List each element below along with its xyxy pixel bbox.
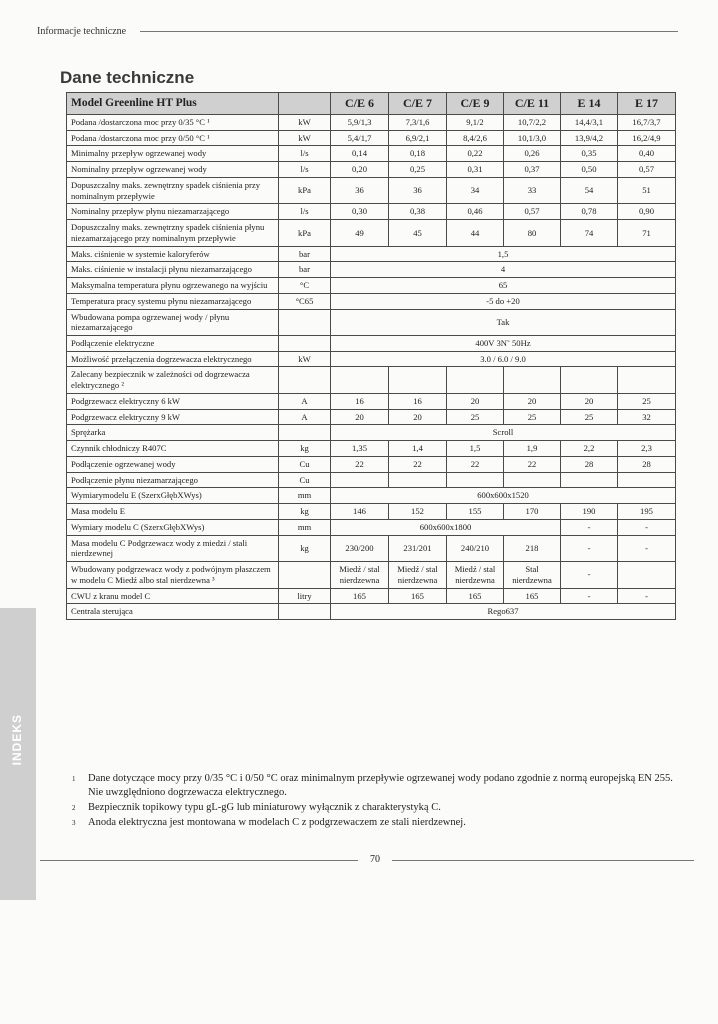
parameter-label: Centrala sterująca (67, 604, 279, 620)
footnote-text: Anoda elektryczna jest montowana w modelach C z podgrzewaczem ze stali nierdzewnej. (88, 817, 466, 828)
footnote-mark: 2 (72, 804, 76, 812)
value-cell: 0,40 (618, 146, 676, 162)
value-cell: 1,35 (331, 441, 389, 457)
table-row (67, 246, 676, 262)
unit-cell: A (279, 393, 331, 409)
table-row (67, 562, 676, 588)
table-row (67, 519, 676, 535)
unit-cell: A (279, 409, 331, 425)
parameter-label: Podgrzewacz elektryczny 9 kW (67, 409, 279, 425)
value-cell: 0,50 (561, 162, 618, 178)
specs-table-wrapper (66, 92, 675, 620)
value-cell: 74 (561, 220, 618, 246)
unit-cell: kg (279, 504, 331, 520)
value-cell: 20 (504, 393, 561, 409)
value-cell: 22 (331, 456, 389, 472)
unit-cell (279, 367, 331, 393)
value-cell: 33 (504, 177, 561, 203)
model-column-header: E 14 (561, 93, 618, 115)
unit-cell: kPa (279, 220, 331, 246)
table-row (67, 588, 676, 604)
model-column-header: C/E 7 (389, 93, 447, 115)
value-cell: 146 (331, 504, 389, 520)
table-row (67, 293, 676, 309)
value-cell: 6,9/2,1 (389, 130, 447, 146)
value-cell: 16,7/3,7 (618, 115, 676, 131)
footnote-mark: 3 (72, 819, 76, 827)
value-cell: 10,7/2,2 (504, 115, 561, 131)
unit-cell (279, 309, 331, 335)
value-cell: 0,46 (447, 204, 504, 220)
value-cell: 0,14 (331, 146, 389, 162)
unit-cell (279, 336, 331, 352)
table-row (67, 115, 676, 131)
value-cell: 16 (389, 393, 447, 409)
value-cell: 155 (447, 504, 504, 520)
value-cell: 0,78 (561, 204, 618, 220)
parameter-label: Wymiary modelu C (SzerxGłębXWys) (67, 519, 279, 535)
value-cell: 0,25 (389, 162, 447, 178)
model-column-header: C/E 6 (331, 93, 389, 115)
value-cell: 8,4/2,6 (447, 130, 504, 146)
value-cell: 7,3/1,6 (389, 115, 447, 131)
table-row (67, 177, 676, 203)
value-cell (331, 367, 389, 393)
value-cell: 25 (561, 409, 618, 425)
value-cell: 165 (447, 588, 504, 604)
value-cell: 165 (389, 588, 447, 604)
value-cell: - (561, 588, 618, 604)
value-cell: 5,4/1,7 (331, 130, 389, 146)
shared-value-cell: 600x600x1800 (331, 519, 561, 535)
value-cell: 25 (618, 393, 676, 409)
table-row (67, 604, 676, 620)
unit-cell (279, 425, 331, 441)
parameter-label: Maks. ciśnienie w systemie kaloryferów (67, 246, 279, 262)
footnote-text: Bezpiecznik topikowy typu gL-gG lub miniaturowy wyłącznik z charakterystyką C. (88, 802, 441, 813)
value-cell (618, 367, 676, 393)
value-cell: 25 (504, 409, 561, 425)
header-divider (140, 31, 678, 32)
unit-cell: kW (279, 130, 331, 146)
parameter-label: Wymiarymodelu E (SzerxGłębXWys) (67, 488, 279, 504)
value-cell: 51 (618, 177, 676, 203)
shared-value-cell: 4 (331, 262, 676, 278)
footnote (72, 816, 682, 830)
parameter-label: Maksymalna temperatura płynu ogrzewanego na wyjściu (67, 278, 279, 294)
unit-cell (279, 604, 331, 620)
unit-cell: kg (279, 535, 331, 561)
value-cell (504, 472, 561, 488)
unit-cell: l/s (279, 162, 331, 178)
parameter-label: Nominalny przepływ ogrzewanej wody (67, 162, 279, 178)
model-column-header: C/E 9 (447, 93, 504, 115)
value-cell: - (561, 562, 618, 588)
value-cell: Miedź / stal nierdzewna (331, 562, 389, 588)
shared-value-cell: 65 (331, 278, 676, 294)
value-cell: 0,38 (389, 204, 447, 220)
table-header-row (67, 93, 676, 115)
value-cell: 231/201 (389, 535, 447, 561)
value-cell: 49 (331, 220, 389, 246)
model-column-header: C/E 11 (504, 93, 561, 115)
value-cell (504, 367, 561, 393)
unit-cell: °C (279, 278, 331, 294)
parameter-label: Podłączenie płynu niezamarzającego (67, 472, 279, 488)
footnotes (72, 772, 682, 831)
parameter-label: Możliwość przełączenia dogrzewacza elektrycznego (67, 351, 279, 367)
value-cell: 36 (331, 177, 389, 203)
value-cell: 1,4 (389, 441, 447, 457)
parameter-label: Nominalny przepływ płynu niezamarzającego (67, 204, 279, 220)
value-cell: 20 (389, 409, 447, 425)
parameter-label: Maks. ciśnienie w instalacji płynu niezamarzającego (67, 262, 279, 278)
value-cell: 0,31 (447, 162, 504, 178)
unit-cell: l/s (279, 204, 331, 220)
value-cell: 218 (504, 535, 561, 561)
value-cell (389, 472, 447, 488)
table-row (67, 441, 676, 457)
unit-cell (279, 562, 331, 588)
value-cell: 0,90 (618, 204, 676, 220)
unit-cell: °C65 (279, 293, 331, 309)
value-cell: 170 (504, 504, 561, 520)
value-cell: 2,2 (561, 441, 618, 457)
parameter-label: Podłączenie ogrzewanej wody (67, 456, 279, 472)
value-cell: 80 (504, 220, 561, 246)
table-row (67, 409, 676, 425)
shared-value-cell: 1,5 (331, 246, 676, 262)
table-row (67, 393, 676, 409)
value-cell: 32 (618, 409, 676, 425)
table-row (67, 367, 676, 393)
value-cell: 54 (561, 177, 618, 203)
section-header: Informacje techniczne (37, 26, 127, 37)
shared-value-cell: Tak (331, 309, 676, 335)
value-cell: Miedź / stal nierdzewna (389, 562, 447, 588)
parameter-label: Czynnik chłodniczy R407C (67, 441, 279, 457)
value-cell: 45 (389, 220, 447, 246)
parameter-label: Dopuszczalny maks. zewnętrzny spadek ciśnienia przy nominalnym przepływie (67, 177, 279, 203)
value-cell: 20 (331, 409, 389, 425)
value-cell (618, 562, 676, 588)
shared-value-cell: Scroll (331, 425, 676, 441)
value-cell: - (618, 588, 676, 604)
parameter-label: Wbudowany podgrzewacz wody z podwójnym płaszczem w modelu C Miedź albo stal nierdzewna ³ (67, 562, 279, 588)
model-column-header: E 17 (618, 93, 676, 115)
unit-cell: mm (279, 519, 331, 535)
value-cell: - (618, 519, 676, 535)
table-row (67, 309, 676, 335)
value-cell: 36 (389, 177, 447, 203)
page-title: Dane techniczne (60, 68, 195, 87)
model-header: Model Greenline HT Plus (67, 93, 279, 115)
value-cell: 14,4/3,1 (561, 115, 618, 131)
footer-divider-right (392, 860, 694, 861)
unit-cell: bar (279, 262, 331, 278)
value-cell: 22 (447, 456, 504, 472)
unit-cell: kW (279, 115, 331, 131)
parameter-label: CWU z kranu model C (67, 588, 279, 604)
table-row (67, 220, 676, 246)
footnote-mark: 1 (72, 775, 76, 783)
value-cell: 0,26 (504, 146, 561, 162)
value-cell: 20 (561, 393, 618, 409)
parameter-label: Podana /dostarczona moc przy 0/50 °C ¹ (67, 130, 279, 146)
value-cell: 22 (504, 456, 561, 472)
unit-cell: kW (279, 351, 331, 367)
unit-cell: litry (279, 588, 331, 604)
value-cell: 165 (331, 588, 389, 604)
shared-value-cell: Rego637 (331, 604, 676, 620)
value-cell: 0,35 (561, 146, 618, 162)
value-cell: 34 (447, 177, 504, 203)
value-cell: 0,22 (447, 146, 504, 162)
value-cell: 165 (504, 588, 561, 604)
value-cell: 10,1/3,0 (504, 130, 561, 146)
value-cell: - (561, 519, 618, 535)
value-cell: 190 (561, 504, 618, 520)
unit-header (279, 93, 331, 115)
table-row (67, 278, 676, 294)
value-cell: 2,3 (618, 441, 676, 457)
value-cell: 0,18 (389, 146, 447, 162)
table-row (67, 504, 676, 520)
parameter-label: Dopuszczalny maks. zewnętrzny spadek ciśnienia płynu niezamarzającego przy nominalnym przepływie (67, 220, 279, 246)
table-body (67, 115, 676, 620)
value-cell: 230/200 (331, 535, 389, 561)
parameter-label: Podgrzewacz elektryczny 6 kW (67, 393, 279, 409)
unit-cell: kPa (279, 177, 331, 203)
parameter-label: Podłączenie elektryczne (67, 336, 279, 352)
value-cell: Miedź / stal nierdzewna (447, 562, 504, 588)
unit-cell: mm (279, 488, 331, 504)
parameter-label: Masa modelu E (67, 504, 279, 520)
unit-cell: l/s (279, 146, 331, 162)
table-row (67, 146, 676, 162)
value-cell: 0,37 (504, 162, 561, 178)
value-cell: 20 (447, 393, 504, 409)
value-cell: 25 (447, 409, 504, 425)
value-cell (331, 472, 389, 488)
unit-cell: bar (279, 246, 331, 262)
parameter-label: Wbudowana pompa ogrzewanej wody / płynu niezamarzającego (67, 309, 279, 335)
value-cell: 28 (561, 456, 618, 472)
value-cell: 44 (447, 220, 504, 246)
footnote (72, 772, 682, 800)
value-cell (447, 472, 504, 488)
shared-value-cell: 600x600x1520 (331, 488, 676, 504)
value-cell (618, 472, 676, 488)
specs-table (66, 92, 676, 620)
parameter-label: Temperatura pracy systemu płynu niezamarzającego (67, 293, 279, 309)
table-row (67, 162, 676, 178)
value-cell: 0,57 (504, 204, 561, 220)
parameter-label: Podana /dostarczona moc przy 0/35 °C ¹ (67, 115, 279, 131)
shared-value-cell: 400V 3N˜ 50Hz (331, 336, 676, 352)
value-cell: 5,9/1,3 (331, 115, 389, 131)
value-cell (561, 367, 618, 393)
value-cell: 13,9/4,2 (561, 130, 618, 146)
table-row (67, 488, 676, 504)
value-cell: - (561, 535, 618, 561)
table-row (67, 262, 676, 278)
value-cell: 152 (389, 504, 447, 520)
value-cell: 195 (618, 504, 676, 520)
value-cell (389, 367, 447, 393)
parameter-label: Masa modelu C Podgrzewacz wody z miedzi / stali nierdzewnej (67, 535, 279, 561)
parameter-label: Sprężarka (67, 425, 279, 441)
value-cell: 9,1/2 (447, 115, 504, 131)
value-cell: 22 (389, 456, 447, 472)
value-cell: - (618, 535, 676, 561)
value-cell (561, 472, 618, 488)
value-cell: 71 (618, 220, 676, 246)
parameter-label: Zalecany bezpiecznik w zależności od dogrzewacza elektrycznego ² (67, 367, 279, 393)
footer-divider-left (40, 860, 358, 861)
value-cell: 16,2/4,9 (618, 130, 676, 146)
shared-value-cell: -5 do +20 (331, 293, 676, 309)
value-cell: 16 (331, 393, 389, 409)
unit-cell: kg (279, 441, 331, 457)
table-row (67, 336, 676, 352)
table-row (67, 204, 676, 220)
value-cell: 1,9 (504, 441, 561, 457)
value-cell: 240/210 (447, 535, 504, 561)
table-row (67, 535, 676, 561)
value-cell (447, 367, 504, 393)
table-row (67, 425, 676, 441)
table-row (67, 472, 676, 488)
value-cell: 0,57 (618, 162, 676, 178)
sidebar-index-label: INDEKS (10, 714, 24, 766)
page-number: 70 (370, 854, 380, 865)
footnote (72, 801, 682, 815)
table-row (67, 456, 676, 472)
footnote-text: Dane dotyczące mocy przy 0/35 °C i 0/50 °C oraz minimalnym przepływie ogrzewanej wody podano zgodnie z normą europejską EN 255. Nie uwzględniono dogrzewacza elektrycznego. (88, 773, 673, 798)
parameter-label: Minimalny przepływ ogrzewanej wody (67, 146, 279, 162)
value-cell: 0,20 (331, 162, 389, 178)
table-row (67, 351, 676, 367)
shared-value-cell: 3.0 / 6.0 / 9.0 (331, 351, 676, 367)
value-cell: 1,5 (447, 441, 504, 457)
value-cell: Stal nierdzewna (504, 562, 561, 588)
value-cell: 28 (618, 456, 676, 472)
unit-cell: Cu (279, 472, 331, 488)
unit-cell: Cu (279, 456, 331, 472)
value-cell: 0,30 (331, 204, 389, 220)
table-row (67, 130, 676, 146)
